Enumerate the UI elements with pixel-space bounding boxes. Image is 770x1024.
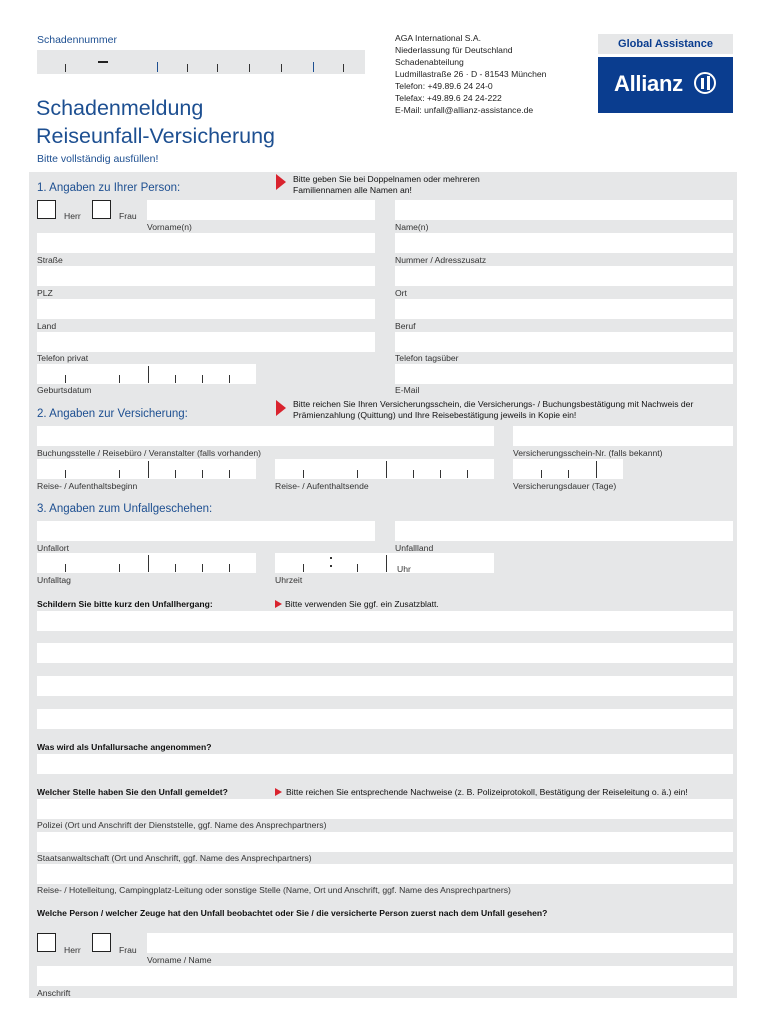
gemeldet-note: Bitte reichen Sie entsprechende Nachweise (z. B. Polizeiprotokoll, Bestätigung der Reiseleitung o. ä.) ein! <box>286 787 688 797</box>
name-label: Name(n) <box>395 222 429 232</box>
claim-number-separators <box>37 50 365 74</box>
versicherungsdauer-input[interactable] <box>513 459 623 479</box>
section-3-heading: 3. Angaben zum Unfallgeschehen: <box>37 503 213 515</box>
hergang-note: Bitte verwenden Sie ggf. ein Zusatzblatt. <box>285 599 439 609</box>
land-input[interactable] <box>37 299 375 319</box>
ursache-label: Was wird als Unfallursache angenommen? <box>37 742 212 752</box>
section-2-note: Bitte reichen Sie Ihren Versicherungsschein, die Versicherungs- / Buchungsbestätigung mit Nachweis der Prämienzahlung (Quittung) und Ihre Reisebestätigung jeweils in Kopie ein! <box>293 399 694 420</box>
unfallort-input[interactable] <box>37 521 375 541</box>
beruf-input[interactable] <box>395 299 733 319</box>
herr-label: Herr <box>64 211 81 221</box>
geburtsdatum-input[interactable] <box>37 364 256 384</box>
email-input[interactable] <box>395 364 733 384</box>
plz-label: PLZ <box>37 288 53 298</box>
telefon-tagsueber-input[interactable] <box>395 332 733 352</box>
form-subtitle: Bitte vollständig ausfüllen! <box>37 153 159 165</box>
zeuge-name-input[interactable] <box>147 933 733 953</box>
uhr-label: Uhr <box>397 564 411 574</box>
strasse-label: Straße <box>37 255 63 265</box>
ursache-input[interactable] <box>37 754 733 774</box>
unfallland-input[interactable] <box>395 521 733 541</box>
telefon-tagsueber-label: Telefon tagsüber <box>395 353 459 363</box>
ort-input[interactable] <box>395 266 733 286</box>
reiseende-label: Reise- / Aufenthaltsende <box>275 481 369 491</box>
buchungsstelle-input[interactable] <box>37 426 494 446</box>
polizei-label: Polizei (Ort und Anschrift der Dienststelle, ggf. Name des Ansprechpartners) <box>37 820 327 830</box>
strasse-input[interactable] <box>37 233 375 253</box>
nummer-label: Nummer / Adresszusatz <box>395 255 487 265</box>
buchungsstelle-label: Buchungsstelle / Reisebüro / Veranstalter (falls vorhanden) <box>37 448 262 458</box>
reisebeginn-input[interactable] <box>37 459 256 479</box>
beruf-label: Beruf <box>395 321 416 331</box>
note-arrow-icon <box>275 600 282 608</box>
frau-checkbox[interactable] <box>92 200 111 219</box>
section-2-heading: 2. Angaben zur Versicherung: <box>37 408 188 420</box>
herr-checkbox[interactable] <box>37 200 56 219</box>
note-arrow-icon <box>276 174 286 190</box>
note-arrow-icon <box>276 400 286 416</box>
telefon-privat-input[interactable] <box>37 332 375 352</box>
hergang-line-4[interactable] <box>37 709 733 729</box>
hergang-line-3[interactable] <box>37 676 733 696</box>
hotelleitung-label: Reise- / Hotelleitung, Campingplatz-Leitung oder sonstige Stelle (Name, Ort und Anschrift, ggf. Name des Ansprechpartners) <box>37 885 511 895</box>
note-arrow-icon <box>275 788 282 796</box>
uhrzeit-label: Uhrzeit <box>275 575 303 585</box>
staatsanwaltschaft-input[interactable] <box>37 832 733 852</box>
zeuge-herr-checkbox[interactable] <box>37 933 56 952</box>
section-1-note: Bitte geben Sie bei Doppelnamen oder mehreren Familiennamen alle Namen an! <box>293 174 480 195</box>
allianz-eagle-icon <box>694 72 716 94</box>
unfallort-label: Unfallort <box>37 543 69 553</box>
versicherungsschein-label: Versicherungsschein-Nr. (falls bekannt) <box>513 448 663 458</box>
hergang-label: Schildern Sie bitte kurz den Unfallhergang: <box>37 599 213 609</box>
reiseende-input[interactable] <box>275 459 494 479</box>
section-1-heading: 1. Angaben zu Ihrer Person: <box>37 182 181 194</box>
unfallland-label: Unfallland <box>395 543 434 553</box>
vorname-label: Vorname(n) <box>147 222 192 232</box>
hotelleitung-input[interactable] <box>37 864 733 884</box>
geburtsdatum-label: Geburtsdatum <box>37 385 92 395</box>
zeuge-anschrift-input[interactable] <box>37 966 733 986</box>
versicherungsdauer-label: Versicherungsdauer (Tage) <box>513 481 617 491</box>
email-label: E-Mail <box>395 385 420 395</box>
uhrzeit-input[interactable] <box>275 553 494 573</box>
polizei-input[interactable] <box>37 799 733 819</box>
zeuge-frau-label: Frau <box>119 945 137 955</box>
staatsanwaltschaft-label: Staatsanwaltschaft (Ort und Anschrift, ggf. Name des Ansprechpartners) <box>37 853 312 863</box>
gemeldet-label: Welcher Stelle haben Sie den Unfall gemeldet? <box>37 787 228 797</box>
unfalltag-label: Unfalltag <box>37 575 71 585</box>
claim-number-label: Schadennummer <box>37 34 117 46</box>
allianz-wordmark: Allianz <box>614 71 683 96</box>
unfalltag-input[interactable] <box>37 553 256 573</box>
zeuge-anschrift-label: Anschrift <box>37 988 71 998</box>
allianz-brand-box <box>598 57 733 113</box>
vorname-input[interactable] <box>147 200 375 220</box>
global-assistance-banner: Global Assistance <box>598 34 733 54</box>
frau-label: Frau <box>119 211 137 221</box>
hergang-line-1[interactable] <box>37 611 733 631</box>
versicherungsschein-input[interactable] <box>513 426 733 446</box>
name-input[interactable] <box>395 200 733 220</box>
hergang-line-2[interactable] <box>37 643 733 663</box>
allianz-logo <box>598 34 733 113</box>
ort-label: Ort <box>395 288 407 298</box>
plz-input[interactable] <box>37 266 375 286</box>
zeuge-frau-checkbox[interactable] <box>92 933 111 952</box>
telefon-privat-label: Telefon privat <box>37 353 89 363</box>
form-title: Schadenmeldung Reiseunfall-Versicherung <box>36 96 276 148</box>
nummer-input[interactable] <box>395 233 733 253</box>
land-label: Land <box>37 321 57 331</box>
claim-number-field[interactable] <box>37 50 365 74</box>
zeuge-label: Welche Person / welcher Zeuge hat den Unfall beobachtet oder Sie / die versicherte Person zuerst nach dem Unfall gesehen? <box>37 908 548 918</box>
reisebeginn-label: Reise- / Aufenthaltsbeginn <box>37 481 138 491</box>
company-address: AGA International S.A. Niederlassung für Deutschland Schadenabteilung Ludmillastraße 26 · D - 81543 München Telefon: +49.89.6 24 24-0 Telefax: +49.89.6 24 24-222 E-Mail: unfall@allianz-assistance.de <box>395 33 547 115</box>
zeuge-name-label: Vorname / Name <box>147 955 212 965</box>
zeuge-herr-label: Herr <box>64 945 81 955</box>
